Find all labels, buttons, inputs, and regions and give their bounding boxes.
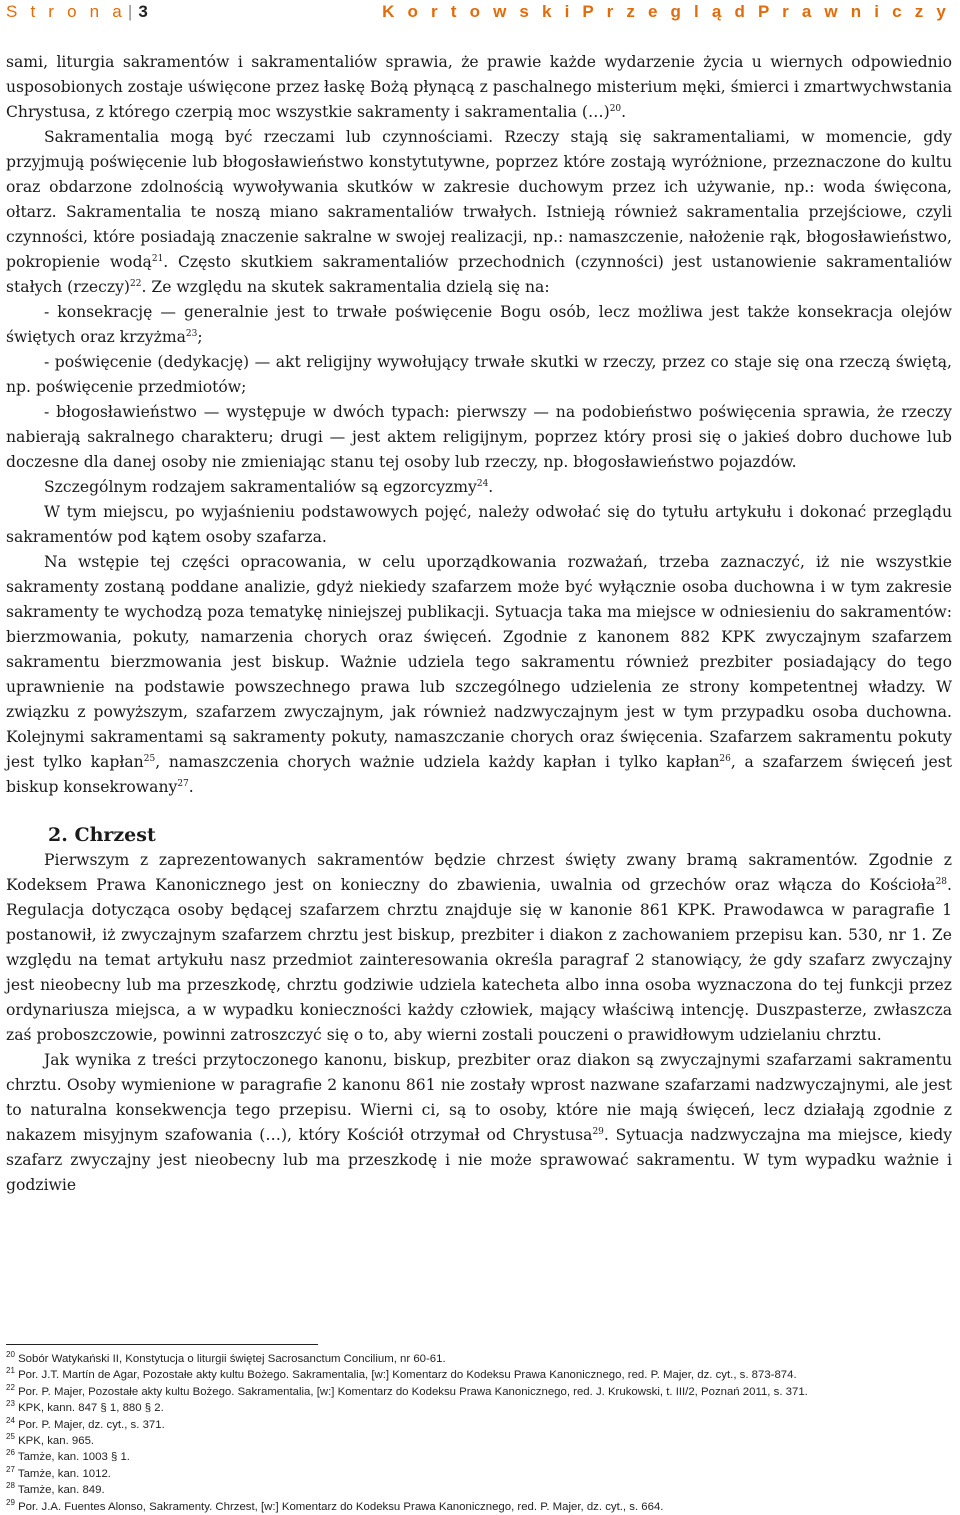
footnote-number: 26 <box>6 1448 15 1458</box>
footnote-ref-28[interactable]: 28 <box>935 877 948 887</box>
paragraph-text: . Regulacja dotycząca osoby będącej szafarzem chrztu znajduje się w kanonie 861 KPK. Prawodawca w paragrafie 1 postanowił, iż zwyczajnym szafarzem chrztu jest biskup, prezbiter i diakon z zachowaniem przepisu kan. 530, nr 1. Ze względu na temat artykułu nasz przedmiot zainteresowania określa paragraf 2 stanowiący, że gdy szafarz zwyczajny jest nieobecny lub ma przeszkodę, chrztu godziwie udziela katecheta albo inna osoba wyznaczona do tej funkcji przez ordynariusza miejsca, a w wypadku konieczności każdy człowiek, mający właściwą intencję. Duszpasterze, zwłaszcza zaś proboszczowie, powinni zatroszczyć się o to, aby wierni zostali pouczeni o prawidłowym udzielaniu chrztu. <box>6 876 952 1044</box>
page-number: 3 <box>138 2 148 21</box>
footnote-number: 29 <box>6 1497 15 1507</box>
footnote-divider <box>6 1344 318 1345</box>
footnote-text: Tamże, kan. 1012. <box>17 1467 111 1480</box>
footnote <box>6 1449 952 1465</box>
paragraph-2 <box>6 125 952 300</box>
footnote-text: Por. J.T. Martín de Agar, Pozostałe akty kultu Bożego. Sakramentalia, [w:] Komentarz do Kodeksu Prawa Kanonicznego, red. P. Majer, dz. cyt., s. 873-874. <box>18 1369 797 1382</box>
paragraph-text: , namaszczenia chorych ważnie udziela każdy kapłan i tylko kapłan <box>155 753 720 771</box>
footnote-ref-22[interactable]: 22 <box>130 279 142 289</box>
paragraph-5 <box>6 550 952 800</box>
footnote-ref-21[interactable]: 21 <box>151 254 164 264</box>
footnote-ref-27[interactable]: 27 <box>177 779 189 789</box>
footnote <box>6 1466 952 1482</box>
footnote-number: 25 <box>6 1432 15 1442</box>
footnote <box>6 1351 952 1367</box>
paragraph-text: . <box>488 478 494 496</box>
footnote <box>6 1417 952 1433</box>
list-item: - poświęcenie (dedykację) — akt religijny wywołujący trwałe skutki w rzeczy, przez co staje się ona rzeczą świętą, np. poświęcenie przedmiotów; <box>6 353 952 396</box>
footnote-number: 24 <box>6 1415 15 1425</box>
footnote-ref-20[interactable]: 20 <box>609 104 622 114</box>
paragraph-text: Sakramentalia mogą być rzeczami lub czynnościami. Rzeczy stają się sakramentaliami, w momencie, gdy przyjmują poświęcenie lub błogosławieństwo konstytutywne, poprzez które zostają wyróżnione, przeznaczone do kultu oraz obdarzone zdolnością wywoływania skutków w zakresie duchowym przez ich używanie, np.: woda święcona, ołtarz. Sakramentalia te noszą miano sakramentaliów trwałych. Istnieją również sakramentalia przejściowe, czyli czynności, które posiadają znaczenie sakralne w swojej realizacji, np.: namaszczenie, nałożenie rąk, błogosławieństwo, pokropienie wodą <box>6 128 952 271</box>
footnote-text: Por. J.A. Fuentes Alonso, Sakramenty. Chrzest, [w:] Komentarz do Kodeksu Prawa Kanonicznego, red. P. Majer, dz. cyt., s. 664. <box>18 1500 664 1513</box>
paragraph-text: Szczególnym rodzajem sakramentaliów są egzorcyzmy <box>44 478 477 496</box>
footnote-number: 27 <box>6 1464 15 1474</box>
section-heading: 2. Chrzest <box>48 824 156 846</box>
paragraph-text: . <box>188 778 194 796</box>
paragraph-text: . <box>621 103 627 121</box>
paragraph-7 <box>6 1048 952 1198</box>
page-header <box>6 0 950 26</box>
paragraph-text: Na wstępie tej części opracowania, w celu uporządkowania rozważań, trzeba zaznaczyć, iż nie wszystkie sakramenty zostaną poddane analizie, gdyż niekiedy szafarzem może być wyłącznie osoba duchowna i w tym zakresie sakramenty te wychodzą poza tematykę niniejszej publikacji. Sytuacja taka ma miejsce w odniesieniu do sakramentów: bierzmowania, pokuty, namarzenia chorych oraz święceń. Zgodnie z kanonem 882 KPK zwyczajnym szafarzem sakramentu bierzmowania jest biskup. Ważnie udziela tego sakramentu również prezbiter posiadający do tego uprawnienie na podstawie powszechnego prawa lub szczególnego udzielenia ze strony kompetentnej władzy. W związku z powyższym, szafarzem zwyczajnym, jak również nadzwyczajnym jest w tym przypadku osoba duchowna. Kolejnymi sakramentami są sakramenty pokuty, namaszczanie chorych oraz święcenia. Szafarzem sakramentu pokuty jest tylko kapłan <box>6 553 952 771</box>
paragraph-text: . Często skutkiem sakramentaliów przechodnich (czynności) jest ustanowienie sakramentaliów stałych (rzeczy) <box>6 253 952 296</box>
footnote-text: Por. P. Majer, dz. cyt., s. 371. <box>18 1418 165 1431</box>
list-item <box>6 300 952 350</box>
footnote-ref-24[interactable]: 24 <box>476 479 489 489</box>
footnote-ref-29[interactable]: 29 <box>592 1127 604 1137</box>
footnote <box>6 1499 952 1515</box>
paragraph-6 <box>6 848 952 1048</box>
footnote-number: 21 <box>6 1366 15 1376</box>
paragraph-text: . Ze względu na skutek sakramentalia dzielą się na: <box>141 278 550 296</box>
footnote-text: Sobór Watykański II, Konstytucja o liturgii świętej Sacrosanctum Concilium, nr 60-61. <box>18 1353 446 1365</box>
journal-title: K o r t o w s k i P r z e g l ą d P r a w n i c z y <box>382 2 950 21</box>
footnote-number: 28 <box>6 1481 15 1491</box>
footnote-text: Tamże, kan. 1003 § 1. <box>17 1451 130 1464</box>
main-text <box>6 50 952 1198</box>
paragraph-text: , a szafarzem święceń jest biskup konsekrowany <box>6 753 952 796</box>
paragraph-text: sami, liturgia sakramentów i sakramentaliów sprawia, że prawie każde wydarzenie życia u wiernych odpowiednio usposobionych zostaje uświęcone przez łaskę Bożą płynącą z paschalnego misterium męki, śmierci i zmartwychwstania Chrystusa, z którego czerpią moc wszystkie sakramenty i sakramentalia (…) <box>6 53 952 121</box>
footnote-text: Tamże, kan. 849. <box>17 1484 105 1497</box>
footnote-number: 23 <box>6 1399 15 1409</box>
list-item: - błogosławieństwo — występuje w dwóch typach: pierwszy — na podobieństwo poświęcenia sprawia, że rzeczy nabierają sakralnego charakteru; drugi — jest aktem religijnym, poprzez który prosi się o jakieś dobro duchowe lub doczesne dla danej osoby nie zmieniając stanu tej osoby lub rzeczy, np. błogosławieństwo pojazdów. <box>6 403 952 471</box>
footnote <box>6 1400 952 1416</box>
paragraph-4: W tym miejscu, po wyjaśnieniu podstawowych pojęć, należy odwołać się do tytułu artykułu i dokonać przeglądu sakramentów pod kątem osoby szafarza. <box>6 503 952 546</box>
footnote <box>6 1482 952 1498</box>
list-item-text: ; <box>197 328 203 346</box>
paragraph-text: Jak wynika z treści przytoczonego kanonu, biskup, prezbiter oraz diakon są zwyczajnymi szafarzami sakramentu chrztu. Osoby wymienione w paragrafie 2 kanonu 861 nie zostały wprost nazwane szafarzami nadzwyczajnymi, ale jest to naturalna konsekwencja tego przepisu. Wierni ci, są to osoby, które nie mają święceń, lecz działają zgodnie z nakazem misyjnym szafowania (…), który Kościół otrzymał od Chrystusa <box>6 1051 952 1144</box>
footnote-ref-23[interactable]: 23 <box>185 329 198 339</box>
footnotes <box>6 1351 952 1515</box>
footnote-text: KPK, kann. 847 § 1, 880 § 2. <box>18 1402 164 1415</box>
footnote-ref-25[interactable]: 25 <box>143 754 156 764</box>
paragraph-1 <box>6 50 952 125</box>
paragraph-text: Pierwszym z zaprezentowanych sakramentów będzie chrzest święty zwany bramą sakramentów. Zgodnie z Kodeksem Prawa Kanonicznego jest on konieczny do zbawienia, uwalnia od grzechów oraz włącza do Kościoła <box>6 851 952 894</box>
page-label-text: S t r o n a <box>6 2 126 21</box>
paragraph-3 <box>6 475 952 500</box>
footnote <box>6 1367 952 1383</box>
paragraph-text: . Sytuacja nadzwyczajna ma miejsce, kiedy szafarz zwyczajny jest nieobecny lub ma przeszkodę i nie może sprawować sakramentu. W tym wypadku ważnie i godziwie <box>6 1126 952 1194</box>
footnote-number: 22 <box>6 1382 15 1392</box>
footnote-text: KPK, kan. 965. <box>18 1435 95 1448</box>
footnote-text: Por. P. Majer, Pozostałe akty kultu Bożego. Sakramentalia, [w:] Komentarz do Kodeksu Prawa Kanonicznego, red. J. Krukowski, t. III/2, Poznań 2011, s. 371. <box>18 1385 808 1398</box>
footnote-number: 20 <box>6 1350 15 1359</box>
page-label <box>6 2 148 22</box>
list-item-text: - konsekrację — generalnie jest to trwałe poświęcenie Bogu osób, lecz możliwa jest także konsekracja olejów świętych oraz krzyżma <box>6 303 952 346</box>
footnote-ref-26[interactable]: 26 <box>719 754 731 764</box>
header-separator: | <box>127 2 133 21</box>
footnote <box>6 1433 952 1449</box>
footnote <box>6 1384 952 1400</box>
